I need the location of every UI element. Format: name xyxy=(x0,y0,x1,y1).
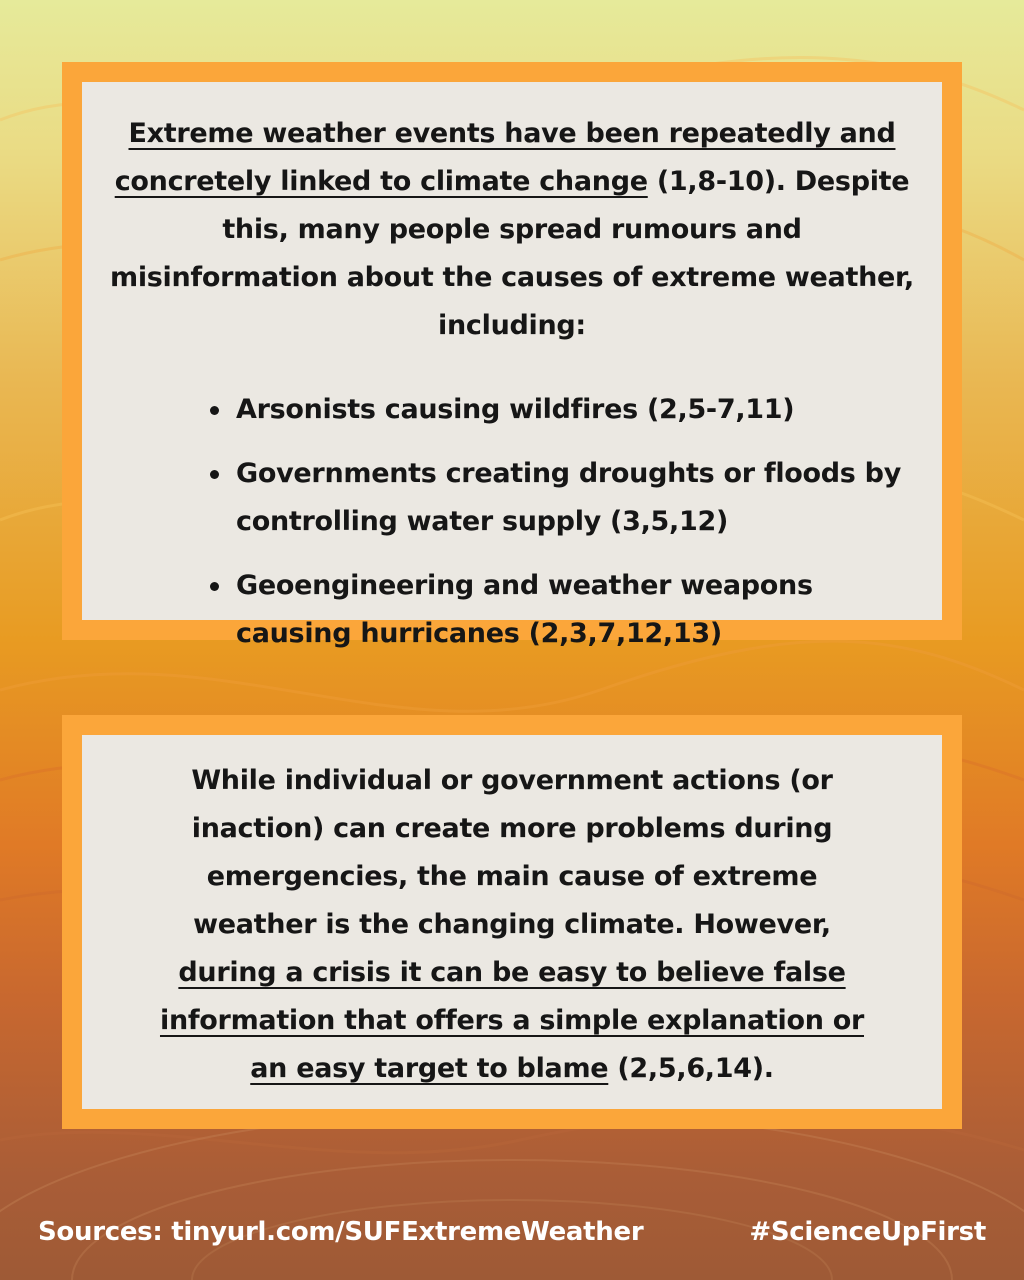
intro-rest-text: (1,8-10). Despite this, many people spread rumours and misinformation about the causes of extreme weather, including: xyxy=(109,166,915,341)
intro-paragraph xyxy=(104,110,920,350)
explanation-plain-text: While individual or government actions (or inaction) can create more problems during emergencies, the main cause of extreme weather is the changing climate. However, xyxy=(191,765,833,940)
list-item-text: Governments creating droughts or floods by controlling water supply (3,5,12) xyxy=(236,458,901,537)
explanation-underlined-text: during a crisis it can be easy to believe false information that offers a simple explanation or an easy target to blame xyxy=(159,957,864,1084)
list-item-text: Geoengineering and weather weapons causing hurricanes (2,3,7,12,13) xyxy=(236,570,813,649)
explanation-card xyxy=(62,715,962,1129)
list-item xyxy=(214,562,920,658)
bullet-icon xyxy=(210,406,219,415)
bullet-icon xyxy=(210,582,219,591)
explanation-card-body xyxy=(82,735,942,1109)
sources-link[interactable]: Sources: tinyurl.com/SUFExtremeWeather xyxy=(38,1217,644,1247)
misinformation-card-body xyxy=(82,82,942,649)
misinformation-card xyxy=(62,62,962,649)
explanation-paragraph xyxy=(142,757,882,1093)
misinformation-list xyxy=(104,386,920,658)
list-item xyxy=(214,450,920,546)
list-item xyxy=(214,386,920,434)
intro-underlined-text: Extreme weather events have been repeatedly and concretely linked to climate change xyxy=(114,118,896,197)
explanation-citation: (2,5,6,14). xyxy=(608,1053,774,1084)
bullet-icon xyxy=(210,470,219,479)
hashtag-label: #ScienceUpFirst xyxy=(749,1217,986,1247)
list-item-text: Arsonists causing wildfires (2,5-7,11) xyxy=(236,394,795,425)
